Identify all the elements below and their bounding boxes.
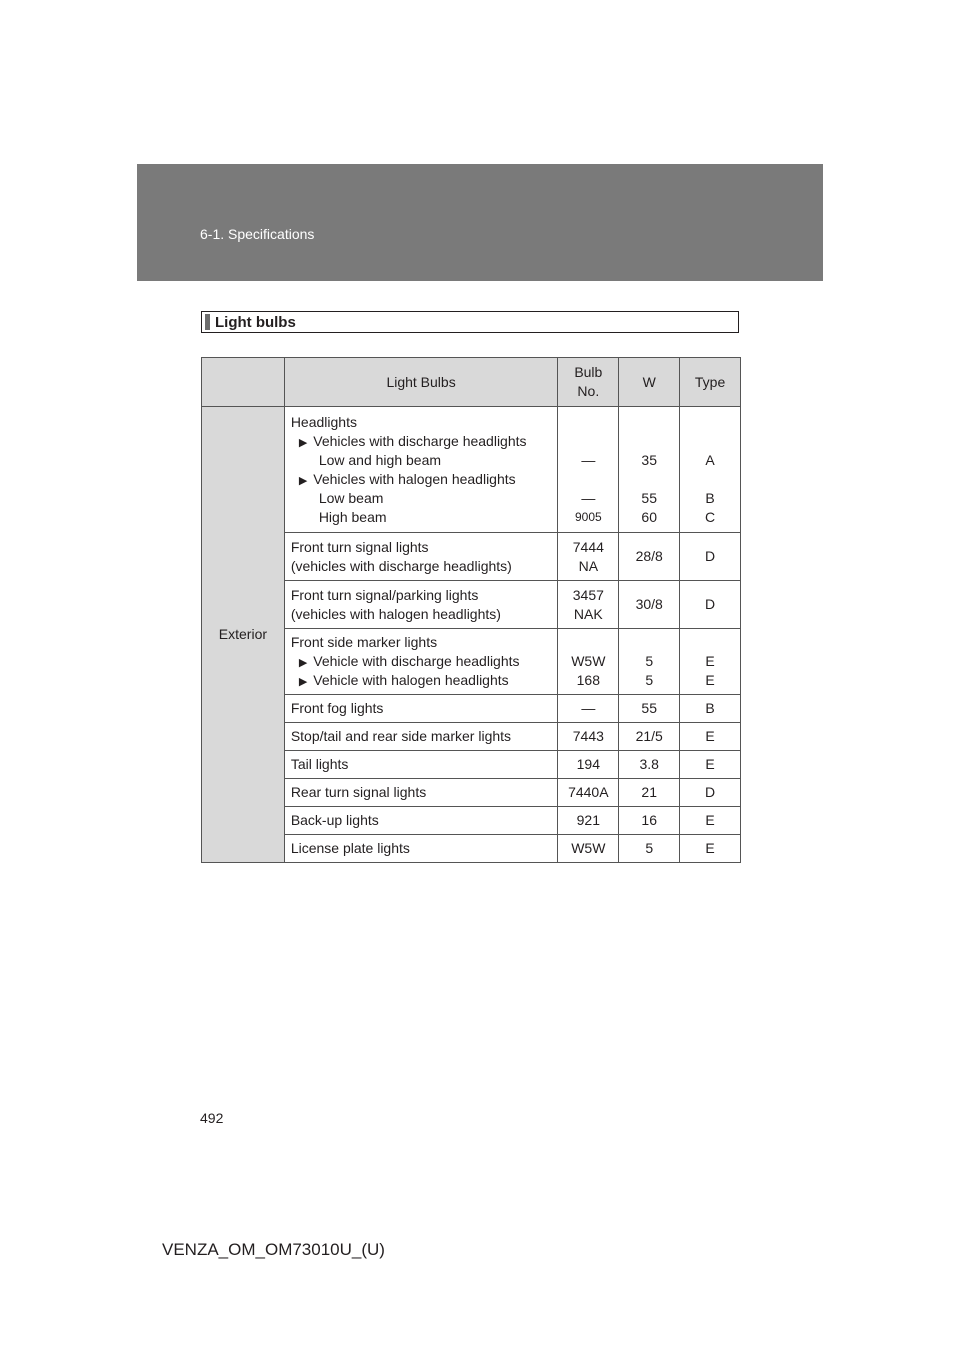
watt-cell: 30/8 xyxy=(619,581,680,629)
bulb-cell: Headlights ▶ Vehicles with discharge headlights Low and high beam ▶ Vehicles with halogen headlights Low beam High beam xyxy=(284,407,558,533)
watt-cell: 28/8 xyxy=(619,533,680,581)
bulb-cell: License plate lights xyxy=(284,835,558,863)
section-label: 6-1. Specifications xyxy=(200,226,315,242)
title-accent xyxy=(205,314,210,330)
table-row xyxy=(202,407,741,533)
bulb-no-cell: 7440A xyxy=(558,779,619,807)
header-light-bulbs: Light Bulbs xyxy=(284,358,558,407)
watt-cell: 35 55 60 xyxy=(619,407,680,533)
type-cell: E xyxy=(680,751,741,779)
type-cell: A B C xyxy=(680,407,741,533)
bulb-cell: Front turn signal/parking lights (vehicles with halogen headlights) xyxy=(284,581,558,629)
bulb-no-cell: 3457 NAK xyxy=(558,581,619,629)
type-cell: D xyxy=(680,779,741,807)
arrow-icon: ▶ xyxy=(298,657,308,669)
watt-cell: 16 xyxy=(619,807,680,835)
type-cell: D xyxy=(680,581,741,629)
light-bulbs-table xyxy=(201,357,741,863)
arrow-icon: ▶ xyxy=(298,676,308,688)
bulb-no-cell: W5W 168 xyxy=(558,629,619,695)
bulb-no-cell: 921 xyxy=(558,807,619,835)
bulb-cell: Rear turn signal lights xyxy=(284,779,558,807)
section-title: Light bulbs xyxy=(215,314,296,331)
type-cell: E xyxy=(680,807,741,835)
bulb-no-cell: 194 xyxy=(558,751,619,779)
bulb-no-cell: — xyxy=(558,695,619,723)
table-header-row xyxy=(202,358,741,407)
section-title-bar xyxy=(201,311,739,333)
footer-document-code: VENZA_OM_OM73010U_(U) xyxy=(162,1240,385,1259)
bulb-no-cell: 7444 NA xyxy=(558,533,619,581)
bulb-cell: Front turn signal lights (vehicles with discharge headlights) xyxy=(284,533,558,581)
bulb-no-cell: — — 9005 xyxy=(558,407,619,533)
bulb-cell: Stop/tail and rear side marker lights xyxy=(284,723,558,751)
header-type: Type xyxy=(680,358,741,407)
watt-cell: 21/5 xyxy=(619,723,680,751)
watt-cell: 5 xyxy=(619,835,680,863)
header-category xyxy=(202,358,285,407)
arrow-icon: ▶ xyxy=(298,474,308,487)
bulb-cell: Tail lights xyxy=(284,751,558,779)
watt-cell: 3.8 xyxy=(619,751,680,779)
bulb-no-cell: 7443 xyxy=(558,723,619,751)
watt-cell: 5 5 xyxy=(619,629,680,695)
watt-cell: 21 xyxy=(619,779,680,807)
type-cell: E xyxy=(680,835,741,863)
arrow-icon: ▶ xyxy=(298,436,308,449)
type-cell: D xyxy=(680,533,741,581)
bulb-cell: Back-up lights xyxy=(284,807,558,835)
page-number: 492 xyxy=(200,1110,224,1126)
category-exterior: Exterior xyxy=(202,407,285,863)
type-cell: E E xyxy=(680,629,741,695)
watt-cell: 55 xyxy=(619,695,680,723)
type-cell: B xyxy=(680,695,741,723)
bulb-cell: Front side marker lights ▶ Vehicle with discharge headlights ▶ Vehicle with halogen headlights xyxy=(284,629,558,695)
type-cell: E xyxy=(680,723,741,751)
bulb-cell: Front fog lights xyxy=(284,695,558,723)
bulb-no-cell: W5W xyxy=(558,835,619,863)
header-band xyxy=(137,164,823,281)
header-w: W xyxy=(619,358,680,407)
header-bulb-no: Bulb No. xyxy=(558,358,619,407)
